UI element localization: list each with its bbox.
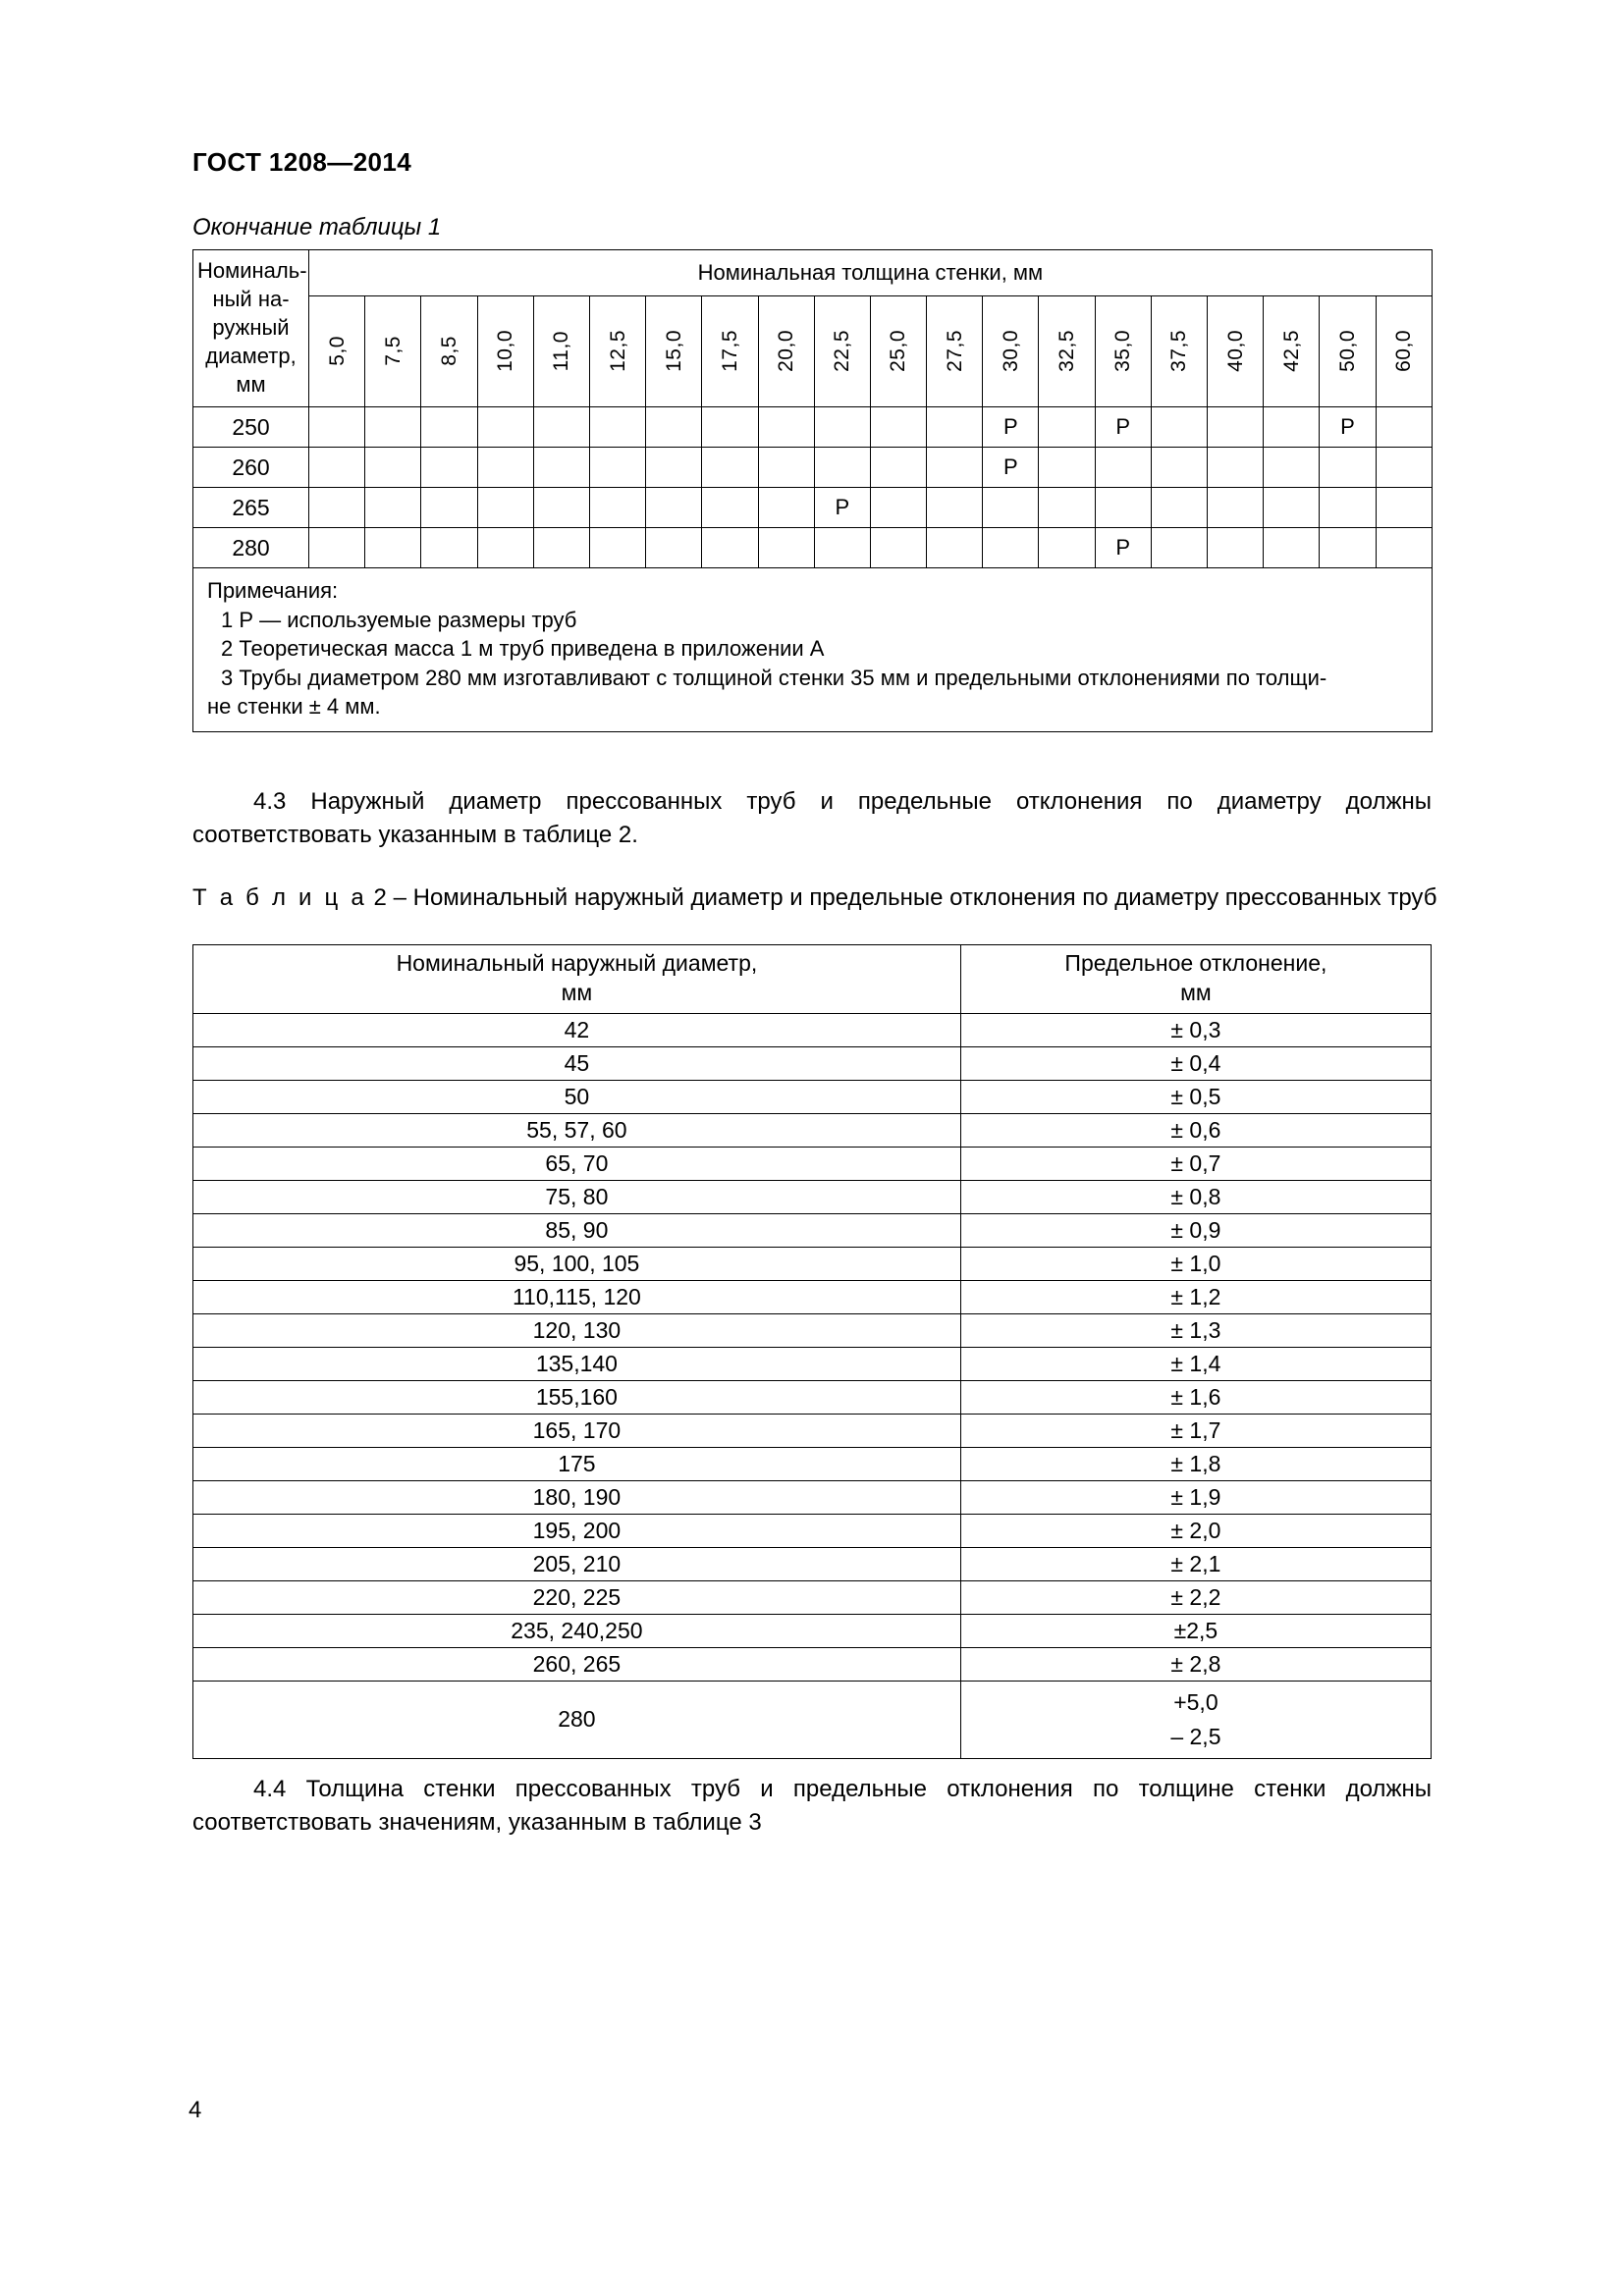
table1-cell-empty [646,407,702,448]
table1-cell-empty [589,407,645,448]
table2-cell-deviation: ± 1,9 [960,1480,1431,1514]
table1-cell-mark: Р [1320,407,1376,448]
table2-col2-header-line2: мм [1180,979,1212,1005]
table2-cell-deviation: ± 2,0 [960,1514,1431,1547]
table1-thickness-col-label: 8,5 [437,336,460,367]
table2-row [193,1280,1432,1313]
table2-row [193,1313,1432,1347]
table1-note-item: 1 Р — используемые размеры труб [221,607,577,632]
table1-cell-empty [702,528,758,568]
table2-cell-deviation: ± 0,9 [960,1213,1431,1247]
table1-cell-empty [421,407,477,448]
table1-thickness-col-header [533,295,589,407]
table2-cell-deviation: ± 1,2 [960,1280,1431,1313]
table2-cell-deviation: ± 2,2 [960,1580,1431,1614]
table1-thickness-col-header [365,295,421,407]
table1-container [192,249,1432,732]
table2-row [193,1580,1432,1614]
table1-thickness-col-header [814,295,870,407]
table2-col1-header-line2: мм [561,979,593,1005]
table1-cell-mark: Р [814,488,870,528]
table2-deviation-lower: – 2,5 [1170,1723,1221,1749]
table1-diameter-header-line: мм [236,372,266,398]
table2-row [193,1547,1432,1580]
table1-cell-mark: Р [1095,407,1151,448]
table2-cell-diameter: 280 [193,1681,961,1758]
table1-thickness-col-header [477,295,533,407]
table1-thickness-col-header [927,295,983,407]
table2-row [193,1180,1432,1213]
table1-cell-empty [533,407,589,448]
table1-thickness-col-header [1151,295,1207,407]
table2-caption [192,881,1441,915]
table2-cell-deviation-range [960,1681,1431,1758]
table2-cell-diameter: 135,140 [193,1347,961,1380]
table1-cell-empty [477,448,533,488]
table2-row-last [193,1681,1432,1758]
table2-cell-deviation: ± 0,6 [960,1113,1431,1147]
table1-cell-empty [702,407,758,448]
table1-cell-empty [1095,448,1151,488]
page-number: 4 [189,2097,202,2123]
table1-cell-empty [1320,448,1376,488]
table2-cell-diameter: 195, 200 [193,1514,961,1547]
table2-caption-dash: – [393,884,406,911]
table2-header-row [193,945,1432,1014]
table1-cell-empty [646,528,702,568]
table2-cell-diameter: 95, 100, 105 [193,1247,961,1280]
table1-cell-empty [477,488,533,528]
table2-cell-deviation: ±2,5 [960,1614,1431,1647]
table1-thickness-col-label: 11,0 [550,331,573,372]
table1-cell-empty [1264,488,1320,528]
table1-cell-empty [758,448,814,488]
table1-thickness-col-label: 35,0 [1111,330,1135,373]
table1-cell-empty [1151,528,1207,568]
table2-container [192,944,1432,1759]
table1-cell-empty [533,528,589,568]
table1-cell-empty [646,448,702,488]
table1-cell-empty [533,488,589,528]
table1-thickness-col-header [646,295,702,407]
paragraph-4-3-text: Наружный диаметр прессованных труб и предельные отклонения по диаметру должны соответствовать указанным в таблице 2. [192,788,1433,849]
table2-cell-deviation: ± 1,3 [960,1313,1431,1347]
table2-cell-deviation: ± 0,4 [960,1046,1431,1080]
table1-cell-empty [758,488,814,528]
table1-cell-empty [1151,407,1207,448]
table1-cell-empty [421,528,477,568]
table1-thickness-col-label: 5,0 [325,336,349,367]
table1-cell-empty [1376,448,1432,488]
table1-row-diameter: 260 [193,448,309,488]
table2-head [193,945,1432,1014]
table1-thickness-col-label: 12,5 [606,330,629,373]
table1-thickness-col-header [309,295,365,407]
table2-row [193,1380,1432,1414]
table1-cell-empty [421,488,477,528]
table2-row [193,1614,1432,1647]
table1-thickness-col-label: 25,0 [887,330,910,373]
table1-thickness-col-header [1376,295,1432,407]
table1-cell-empty [1376,488,1432,528]
table1-thickness-col-header [983,295,1039,407]
table2-cell-deviation: ± 0,7 [960,1147,1431,1180]
table1-thickness-col-label: 30,0 [999,330,1022,373]
table2-col1-header [193,945,961,1014]
table1-cell-empty [421,448,477,488]
table1-cell-empty [758,528,814,568]
table1-cell-empty [870,488,926,528]
table1-thickness-col-label: 17,5 [718,330,741,373]
table2-cell-diameter: 220, 225 [193,1580,961,1614]
table1-cell-empty [983,488,1039,528]
table2-row [193,1013,1432,1046]
table1-thickness-col-header [870,295,926,407]
table1-cell-empty [309,528,365,568]
table1-cell-empty [702,448,758,488]
table2-row [193,1414,1432,1447]
table2-caption-label: Т а б л и ц а [192,884,367,911]
table1-cell-empty [589,448,645,488]
table1-cell-empty [1264,528,1320,568]
table2-cell-diameter: 50 [193,1080,961,1113]
table1-cell-empty [477,407,533,448]
paragraph-4-4-text: Толщина стенки прессованных труб и предельные отклонения по толщине стенки должны соответствовать значениям, указанным в таблице 3 [192,1776,1432,1837]
table2-cell-deviation: ± 1,6 [960,1380,1431,1414]
table1-cell-empty [870,528,926,568]
table1-cell-empty [1264,407,1320,448]
table2-row [193,1213,1432,1247]
table1-cell-empty [814,448,870,488]
table2-cell-diameter: 120, 130 [193,1313,961,1347]
table2 [192,944,1432,1759]
table1-thickness-col-header [1208,295,1264,407]
table1-cell-empty [1039,488,1095,528]
table2-row [193,1080,1432,1113]
table2-cell-deviation: ± 2,1 [960,1547,1431,1580]
table1-cell-empty [309,488,365,528]
table1-cell-empty [365,488,421,528]
table1-notes-title: Примечания: [207,578,339,604]
table1-cell-empty [477,528,533,568]
table1-cell-empty [1039,528,1095,568]
table2-cell-diameter: 42 [193,1013,961,1046]
paragraph-4-4 [192,1773,1432,1840]
table2-cell-diameter: 75, 80 [193,1180,961,1213]
table1-thickness-col-header [421,295,477,407]
table1-cell-empty [365,407,421,448]
table1-notes-row [193,568,1433,731]
table2-cell-diameter: 165, 170 [193,1414,961,1447]
table2-row [193,1347,1432,1380]
table1-cell-empty [309,448,365,488]
table1-cell-empty [309,407,365,448]
table1-cell-empty [702,488,758,528]
table1-note-item: не стенки ± 4 мм. [207,694,381,720]
table1-cell-empty [927,488,983,528]
table1-cell-empty [1376,407,1432,448]
running-head-standard-number: ГОСТ 1208—2014 [192,147,412,177]
table2-col1-header-line1: Номинальный наружный диаметр, [396,950,758,976]
table1-head-row-1 [193,250,1433,296]
table1-thickness-col-label: 22,5 [831,330,854,373]
table1-thickness-col-label: 10,0 [494,330,517,373]
table2-row [193,1147,1432,1180]
table1-cell-empty [533,448,589,488]
table1-body [193,407,1433,568]
table2-col2-header-line1: Предельное отклонение, [1064,950,1327,976]
table1-note-item: 2 Теоретическая масса 1 м труб приведена в приложении А [221,636,825,662]
table2-caption-text: Номинальный наружный диаметр и предельные отклонения по диаметру прессованных труб [412,884,1437,911]
table2-row [193,1514,1432,1547]
table2-cell-deviation: ± 0,3 [960,1013,1431,1046]
table2-row [193,1447,1432,1480]
paragraph-4-3 [192,785,1432,852]
table1-cell-empty [1151,488,1207,528]
table2-cell-deviation: ± 0,5 [960,1080,1431,1113]
table2-cell-diameter: 65, 70 [193,1147,961,1180]
table1-head [193,250,1433,407]
table1-row [193,528,1433,568]
table1-cell-empty [927,528,983,568]
table1-cell-empty [589,528,645,568]
table2-caption-number: 2 [373,884,387,911]
table1-cell-empty [1208,528,1264,568]
table2-cell-deviation: ± 1,4 [960,1347,1431,1380]
table1-cell-empty [1208,488,1264,528]
table1-cell-empty [1208,407,1264,448]
table1-cell-empty [1151,448,1207,488]
table2-cell-diameter: 110,115, 120 [193,1280,961,1313]
table1-cell-empty [927,448,983,488]
table1-cell-empty [589,488,645,528]
table1-thickness-col-label: 20,0 [775,330,798,373]
table1-cell-empty [983,528,1039,568]
table1-row [193,488,1433,528]
table1-cell-empty [927,407,983,448]
table1-cell-empty [1320,528,1376,568]
table1-cell-empty [365,528,421,568]
table1-thickness-col-label: 27,5 [943,330,966,373]
table1-notes [193,568,1433,731]
table1-diameter-header-line: Номиналь- [197,258,307,283]
table1-thickness-col-label: 40,0 [1223,330,1247,373]
table1-thickness-col-label: 32,5 [1056,330,1079,373]
table1-thickness-col-label: 7,5 [381,336,405,367]
table1-cell-empty [1264,448,1320,488]
table1-continuation-caption: Окончание таблицы 1 [192,214,442,240]
table2-cell-deviation: ± 1,0 [960,1247,1431,1280]
table1-cell-empty [814,407,870,448]
table1-thickness-col-header [1264,295,1320,407]
table1-foot [193,568,1433,731]
table2-cell-deviation: ± 1,7 [960,1414,1431,1447]
table1-cell-empty [1039,448,1095,488]
table2-col2-header [960,945,1431,1014]
table2-row [193,1480,1432,1514]
paragraph-4-3-number: 4.3 [253,788,287,815]
table1-row [193,407,1433,448]
table2-row [193,1247,1432,1280]
table1-note-item: 3 Трубы диаметром 280 мм изготавливают с толщиной стенки 35 мм и предельными отклонениями по толщи- [221,665,1327,690]
table1-cell-empty [1376,528,1432,568]
table2-cell-deviation: ± 1,8 [960,1447,1431,1480]
paragraph-4-4-number: 4.4 [253,1776,287,1802]
table2-cell-deviation: ± 2,8 [960,1647,1431,1681]
table1-cell-mark: Р [1095,528,1151,568]
table1-cell-empty [1208,448,1264,488]
table1-thickness-col-label: 42,5 [1279,330,1303,373]
table1-thickness-span-header: Номинальная толщина стенки, мм [309,250,1433,296]
table2-cell-diameter: 155,160 [193,1380,961,1414]
table1-cell-empty [758,407,814,448]
table1-cell-empty [1320,488,1376,528]
table1 [192,249,1433,732]
table2-cell-diameter: 55, 57, 60 [193,1113,961,1147]
table1-thickness-col-header [1095,295,1151,407]
table2-cell-diameter: 260, 265 [193,1647,961,1681]
table1-cell-empty [870,407,926,448]
table2-row [193,1113,1432,1147]
table1-thickness-col-header [1039,295,1095,407]
table1-cell-empty [814,528,870,568]
table1-cell-mark: Р [983,407,1039,448]
table2-cell-diameter: 205, 210 [193,1547,961,1580]
table1-thickness-col-label: 60,0 [1392,330,1416,373]
table1-diameter-header-line: ный на- [212,287,290,312]
table1-diameter-header-line: ружный [212,315,290,341]
table1-thickness-col-header [702,295,758,407]
table1-row-diameter: 250 [193,407,309,448]
table2-body [193,1013,1432,1758]
table1-row [193,448,1433,488]
table1-cell-empty [365,448,421,488]
table1-cell-empty [1095,488,1151,528]
table2-cell-diameter: 85, 90 [193,1213,961,1247]
table1-diameter-header-line: диаметр, [205,344,297,369]
table2-deviation-upper: +5,0 [1173,1689,1218,1716]
table1-cell-empty [870,448,926,488]
table2-row [193,1647,1432,1681]
table1-head-row-2 [193,295,1433,407]
table2-row [193,1046,1432,1080]
table1-cell-empty [1039,407,1095,448]
table1-thickness-col-header [589,295,645,407]
table2-cell-diameter: 180, 190 [193,1480,961,1514]
table2-cell-diameter: 175 [193,1447,961,1480]
table1-thickness-col-label: 50,0 [1335,330,1359,373]
table1-thickness-col-header [758,295,814,407]
table1-thickness-col-label: 37,5 [1167,330,1191,373]
table1-cell-empty [646,488,702,528]
table1-cell-mark: Р [983,448,1039,488]
table2-cell-diameter: 235, 240,250 [193,1614,961,1647]
table1-row-diameter: 280 [193,528,309,568]
table1-thickness-col-header [1320,295,1376,407]
table1-thickness-col-label: 15,0 [662,330,685,373]
table2-cell-diameter: 45 [193,1046,961,1080]
table1-diameter-header [193,250,309,407]
table2-cell-deviation: ± 0,8 [960,1180,1431,1213]
table1-row-diameter: 265 [193,488,309,528]
